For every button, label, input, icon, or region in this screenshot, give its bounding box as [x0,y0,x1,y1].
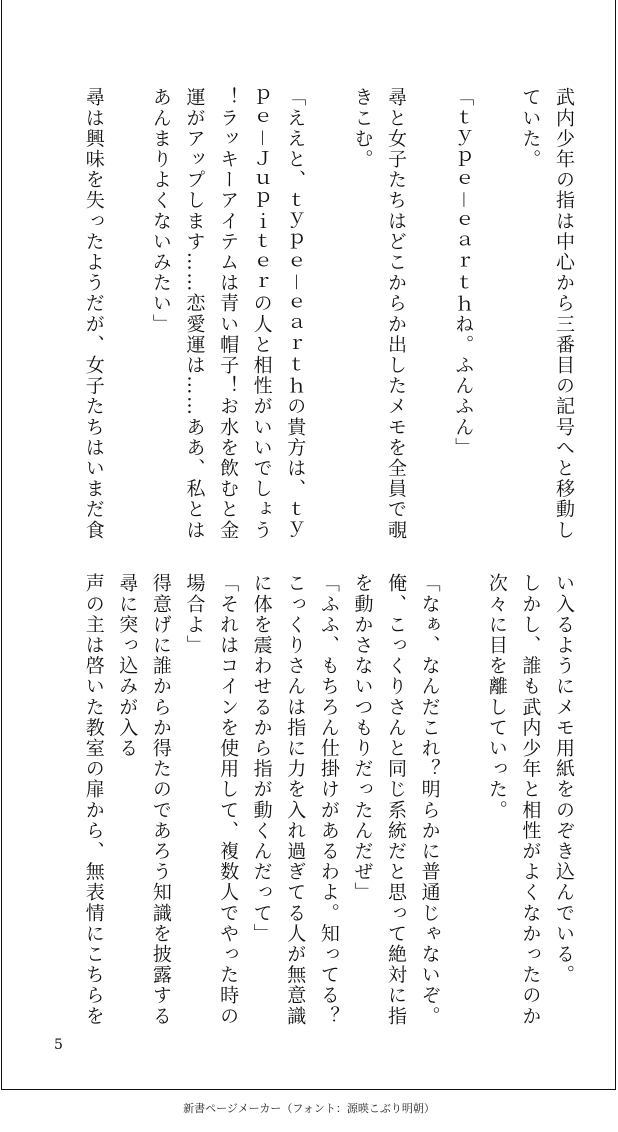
text-line: 尋と女子たちはどこからか出したメモを全員で覗 [385,87,408,541]
text-line: こっくりさんは指に力を入れ過ぎてる人が無意識 [284,573,307,1027]
text-line: 俺、こっくりさんと同じ系統だと思って絶対に指 [385,573,408,1027]
text-line: 武内少年の指は中心から三番目の記号へと移動し [553,87,575,541]
text-line: 尋は興味を失ったようだが、女子たちはいまだ食 [82,87,105,541]
text-line: きこむ。 [351,87,374,170]
text-line: を動かさないつもりだったんだぜ」 [351,573,374,903]
text-line: 「ええと、ｔｙｐｅ－ｅａｒｔｈの貴方は、ｔｙ [284,87,307,541]
text-line [110,87,144,532]
text-line: 声の主は啓いた教室の扉から、無表情にこちらを [82,573,105,1027]
footer-caption: 新書ページメーカー（フォント：源暎こぶり明朝） [183,1102,435,1115]
text-line: ！ラッキーアイテムは青い帽子！お水を飲むと金 [217,87,240,541]
text-line: しかし、誰も武内少年と相性がよくなかったのか [519,573,542,1027]
upper-text-block [76,87,580,541]
text-line: に体を震わせるから指が動くんだって」 [250,573,273,944]
text-line: 「それはコインを使用して、複数人でやった時の [217,573,240,1027]
page-number: 5 [54,1037,63,1053]
text-line: 「ｔｙｐｅ－ｅａｒｔｈね。ふんふん」 [452,87,475,458]
text-line: 「ふふ、もちろん仕掛けがあるわよ。知ってる？ [317,573,340,1027]
text-line: ｐｅ－Ｊｕｐｉｔｅｒの人と相性がいいでしょう [250,87,273,541]
text-line [479,87,513,532]
text-line: 運がアップします……恋愛運は……ああ、私とは [183,87,206,541]
text-line [412,87,446,532]
text-line: 次々に目を離していった。 [485,573,508,821]
lower-text-block [76,573,580,1027]
text-line [311,87,345,532]
text-line: い入るようにメモ用紙をのぞき込んでいる。 [553,573,575,985]
text-line: あんまりよくないみたい」 [149,87,172,335]
text-line: 得意げに誰からか得たのであろう知識を披露する [149,573,172,1027]
text-line: ていた。 [519,87,542,170]
text-line: 尋に突っ込みが入る [116,573,139,759]
text-line: 「なぁ、なんだこれ？明らかに普通じゃないぞ。 [418,573,441,1027]
text-line: 場合よ」 [183,573,206,656]
text-line [446,573,480,1018]
